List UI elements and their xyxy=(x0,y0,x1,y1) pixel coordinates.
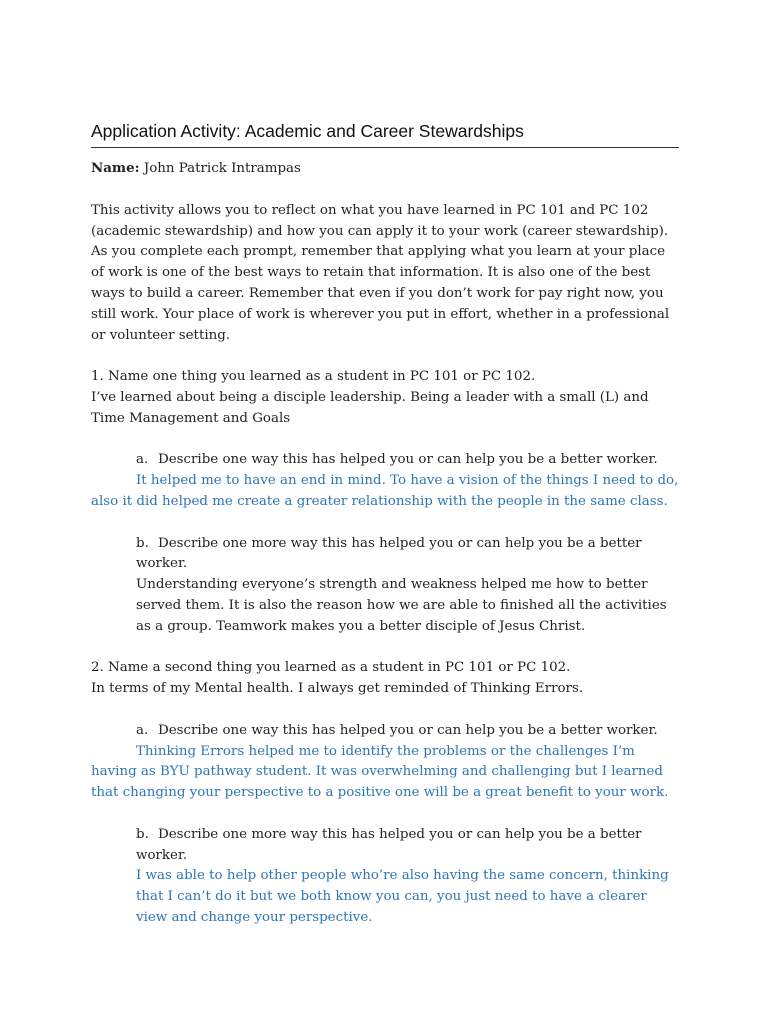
question-1-prompt: 1. Name one thing you learned as a student in PC 101 or PC 102. xyxy=(91,369,536,385)
question-2b-prompt: Describe one more way this has helped you or can help you be a better worker. xyxy=(136,826,642,863)
page-title: Application Activity: Academic and Career Stewardships xyxy=(91,118,679,148)
question-2b-answer: I was able to help other people who’re also having the same concern, thinking that I can’t do it but we both know you can, you just need to have a clearer view and change your perspective. xyxy=(136,868,669,925)
document-page xyxy=(91,118,679,929)
name-row xyxy=(91,158,679,180)
question-2-prompt: 2. Name a second thing you learned as a student in PC 101 or PC 102. xyxy=(91,660,571,676)
question-2a-answer: Thinking Errors helped me to identify the problems or the challenges I’m having as BYU pathway student. It was overwhelming and challenging but I learned that changing your perspective to a positive one will be a great benefit to your work. xyxy=(91,743,669,801)
intro-paragraph: This activity allows you to reflect on what you have learned in PC 101 and PC 102 (academic stewardship) and how you can apply it to your work (career stewardship). As you complete each prompt, remember that applying what you learn at your place of work is one of the best ways to retain that information. It is also one of the best ways to build a career. Remember that even if you don’t work for pay right now, you still work. Your place of work is wherever you put in effort, whether in a professional or volunteer setting. xyxy=(91,202,670,343)
question-2 xyxy=(91,658,679,700)
question-1a xyxy=(91,450,679,512)
question-2b xyxy=(91,825,679,929)
question-1b-prompt-row xyxy=(91,534,679,576)
question-1-answer: I’ve learned about being a disciple leadership. Being a leader with a small (L) and Time Management and Goals xyxy=(91,389,649,426)
question-1 xyxy=(91,367,679,429)
question-2a xyxy=(91,721,679,804)
question-1b-letter: b. xyxy=(136,535,149,551)
question-1a-letter: a. xyxy=(136,452,149,468)
question-2a-letter: a. xyxy=(136,722,149,738)
question-1b-answer: Understanding everyone’s strength and weakness helped me how to better served them. It is also the reason how we are able to finished all the activities as a group. Teamwork makes you a better disciple of Jesus Christ. xyxy=(136,577,667,634)
question-2b-letter: b. xyxy=(136,826,149,842)
question-1a-prompt-row xyxy=(91,450,679,471)
name-label: Name: xyxy=(91,160,140,176)
question-1a-answer: It helped me to have an end in mind. To have a vision of the things I need to do, also it did helped me create a greater relationship with the people in the same class. xyxy=(91,473,679,509)
question-2a-prompt: Describe one way this has helped you or can help you be a better worker. xyxy=(158,722,658,738)
question-1b-prompt: Describe one more way this has helped you or can help you be a better worker. xyxy=(136,535,642,572)
question-2-answer: In terms of my Mental health. I always get reminded of Thinking Errors. xyxy=(91,681,584,697)
question-2a-prompt-row xyxy=(91,721,679,742)
question-1a-prompt: Describe one way this has helped you or can help you be a better worker. xyxy=(158,452,658,468)
question-2b-prompt-row xyxy=(91,825,679,867)
question-1b xyxy=(91,534,679,638)
name-value: John Patrick Intrampas xyxy=(143,161,301,176)
